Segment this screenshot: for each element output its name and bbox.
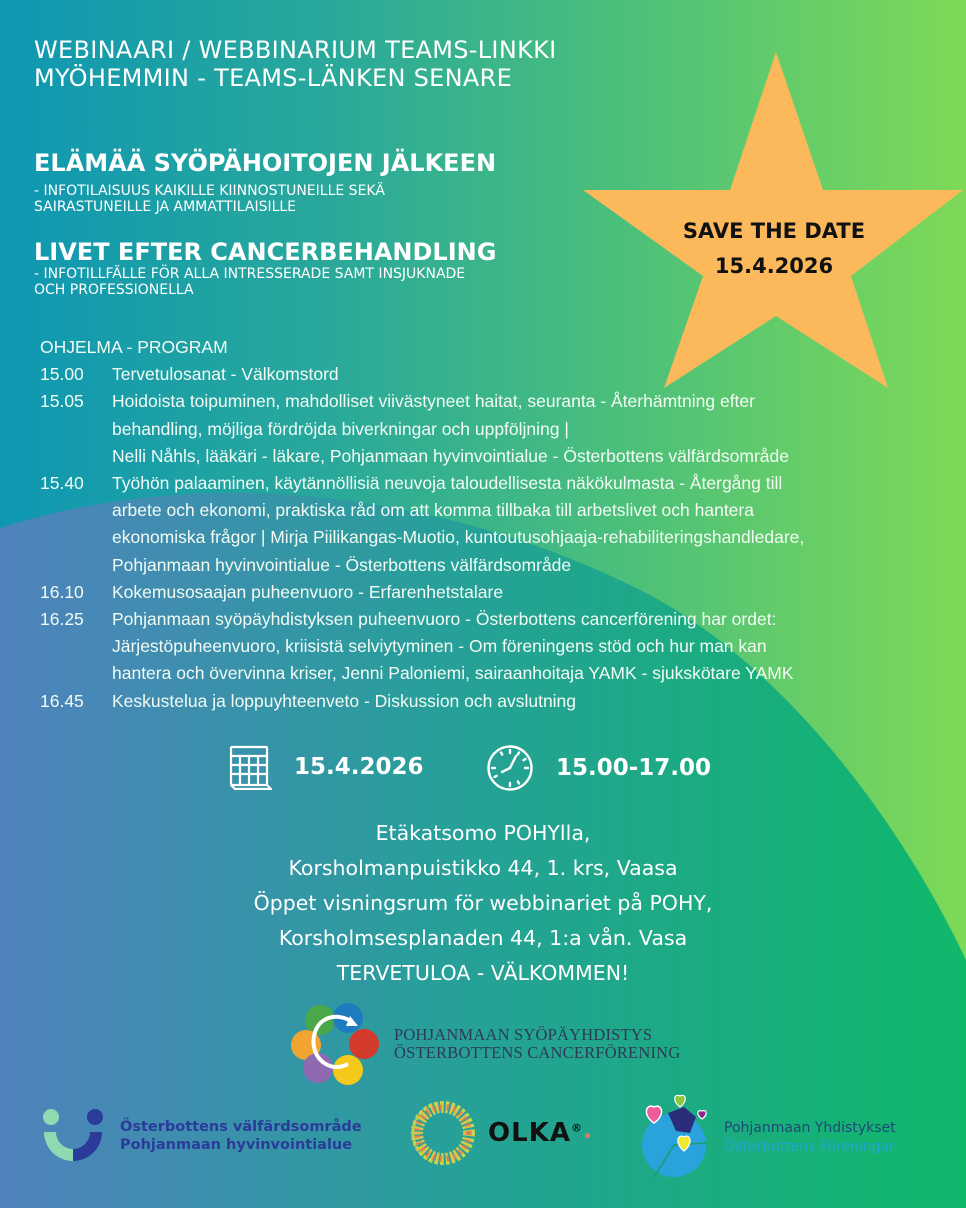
- cancer-society-name-sv: ÖSTERBOTTENS CANCERFÖRENING: [394, 1043, 681, 1062]
- program-item-line: arbete och ekonomi, praktiska råd om att komma tillbaka till arbetslivet och hantera: [112, 500, 754, 521]
- cancer-society-emblem-icon: [290, 1002, 382, 1086]
- location-line: Korsholmanpuistikko 44, 1. krs, Vaasa: [288, 856, 678, 880]
- program-item-time: 15.00: [40, 364, 84, 385]
- associations-name-sv: Österbottens Föreningar: [724, 1139, 895, 1155]
- save-the-date-label: SAVE THE DATE: [682, 219, 866, 243]
- program-item-description: [112, 361, 910, 388]
- program-item-line: Pohjanmaan syöpäyhdistyksen puheenvuoro - Österbottens cancerförening har ordet:: [112, 609, 777, 630]
- finnish-title: ELÄMÄÄ SYÖPÄHOITOJEN JÄLKEEN: [34, 149, 497, 177]
- program-item-description: [112, 579, 910, 606]
- event-date: [228, 744, 424, 790]
- save-the-date-badge: [640, 214, 908, 284]
- olka-ring-icon: [410, 1100, 476, 1166]
- program-item-description: [112, 606, 910, 688]
- clock-icon: [486, 744, 534, 792]
- welfare-area-emblem-icon: [40, 1108, 106, 1164]
- program-item-line: Järjestöpuheenvuoro, kriisistä selviytyminen - Om föreningens stöd och hur man kan: [112, 636, 767, 657]
- program-item-line: Työhön palaaminen, käytännöllisiä neuvoja taloudellisesta näkökulmasta - Återgång till: [112, 473, 783, 494]
- program-item-line: Pohjanmaan hyvinvointialue - Österbottens välfärdsområde: [112, 554, 572, 575]
- program: [40, 334, 910, 715]
- olka-name: [488, 1118, 593, 1148]
- location-line: Öppet visningsrum för webbinariet på POHY,: [253, 891, 713, 915]
- olka-registered-mark: ®: [570, 1121, 583, 1135]
- program-item: [40, 606, 910, 688]
- calendar-icon: [228, 744, 272, 790]
- cancer-society-name: [394, 1026, 680, 1062]
- olka-dot: •: [582, 1129, 593, 1145]
- program-item-line: hantera och övervinna kriser, Jenni Paloniemi, sairaanhoitaja YAMK - sjukskötare YAMK: [112, 663, 794, 684]
- program-item-line: Nelli Nåhls, lääkäri - läkare, Pohjanmaan hyvinvointialue - Österbottens välfärdsområde: [112, 445, 789, 466]
- swedish-title: LIVET EFTER CANCERBEHANDLING: [34, 238, 497, 266]
- location-line: Etäkatsomo POHYlla,: [375, 821, 591, 845]
- cancer-society-name-fi: POHJANMAAN SYÖPÄYHDISTYS: [394, 1025, 653, 1044]
- event-time-value: 15.00-17.00: [556, 755, 712, 781]
- program-item-time: 15.05: [40, 391, 84, 412]
- program-item: [40, 470, 910, 579]
- event-date-time: [228, 744, 748, 800]
- associations-name: [724, 1119, 896, 1157]
- welfare-area-name: [120, 1118, 362, 1154]
- program-item-description: [112, 470, 910, 579]
- cancer-society-logo: [290, 1002, 710, 1086]
- olka-wordmark: OLKA: [488, 1118, 571, 1148]
- event-location: [183, 816, 783, 991]
- program-item: [40, 361, 910, 388]
- program-item-line: Keskustelua ja loppuyhteenveto - Diskussion och avslutning: [112, 690, 577, 711]
- finnish-subtitle-line1: - INFOTILAISUUS KAIKILLE KIINNOSTUNEILLE SEKÄ: [34, 183, 385, 199]
- program-item-line: Hoidoista toipuminen, mahdolliset viivästyneet haitat, seuranta - Återhämtning efter: [112, 391, 755, 412]
- program-item-line: Kokemusosaajan puheenvuoro - Erfarenhetstalare: [112, 581, 504, 602]
- welfare-area-name-sv: Österbottens välfärdsområde: [120, 1119, 362, 1135]
- program-item-description: [112, 688, 910, 715]
- welcome-text: TERVETULOA - VÄLKOMMEN!: [336, 961, 630, 985]
- webinar-notice-line1: WEBINAARI / WEBBINARIUM TEAMS-LINKKI: [34, 36, 557, 64]
- program-item: [40, 688, 910, 715]
- location-line: Korsholmsesplanaden 44, 1:a vån. Vasa: [278, 926, 688, 950]
- swedish-subtitle: [34, 266, 465, 298]
- associations-logo: [640, 1093, 896, 1183]
- webinar-notice: [34, 36, 557, 92]
- program-item-line: ekonomiska frågor | Mirja Piilikangas-Muotio, kuntoutusohjaaja-rehabiliteringshandledare,: [112, 527, 805, 548]
- program-item: [40, 579, 910, 606]
- program-item-time: 16.45: [40, 690, 84, 711]
- program-title: OHJELMA - PROGRAM: [40, 337, 228, 357]
- program-item-line: Tervetulosanat - Välkomstord: [112, 364, 339, 385]
- program-item-time: 15.40: [40, 473, 84, 494]
- swedish-subtitle-line1: - INFOTILLFÄLLE FÖR ALLA INTRESSERADE SAMT INSJUKNADE: [34, 266, 466, 282]
- program-item-line: behandling, möjliga fördröjda biverkningar och uppföljning |: [112, 418, 569, 439]
- olka-logo: [410, 1100, 593, 1166]
- program-item-time: 16.10: [40, 581, 84, 602]
- swedish-subtitle-line2: OCH PROFESSIONELLA: [34, 282, 194, 298]
- event-time: [486, 744, 711, 792]
- save-the-date-value: 15.4.2026: [714, 254, 834, 278]
- program-item-description: [112, 388, 910, 470]
- welfare-area-name-fi: Pohjanmaan hyvinvointialue: [120, 1137, 353, 1153]
- associations-emblem-icon: [640, 1093, 712, 1183]
- event-date-value: 15.4.2026: [294, 754, 424, 780]
- program-item-time: 16.25: [40, 609, 84, 630]
- program-item: [40, 388, 910, 470]
- finnish-subtitle: [34, 183, 385, 215]
- welfare-area-logo: [40, 1108, 362, 1164]
- webinar-notice-line2: MYÖHEMMIN - TEAMS-LÄNKEN SENARE: [34, 64, 513, 92]
- associations-name-fi: Pohjanmaan Yhdistykset: [724, 1120, 896, 1136]
- finnish-subtitle-line2: SAIRASTUNEILLE JA AMMATTILAISILLE: [34, 199, 297, 215]
